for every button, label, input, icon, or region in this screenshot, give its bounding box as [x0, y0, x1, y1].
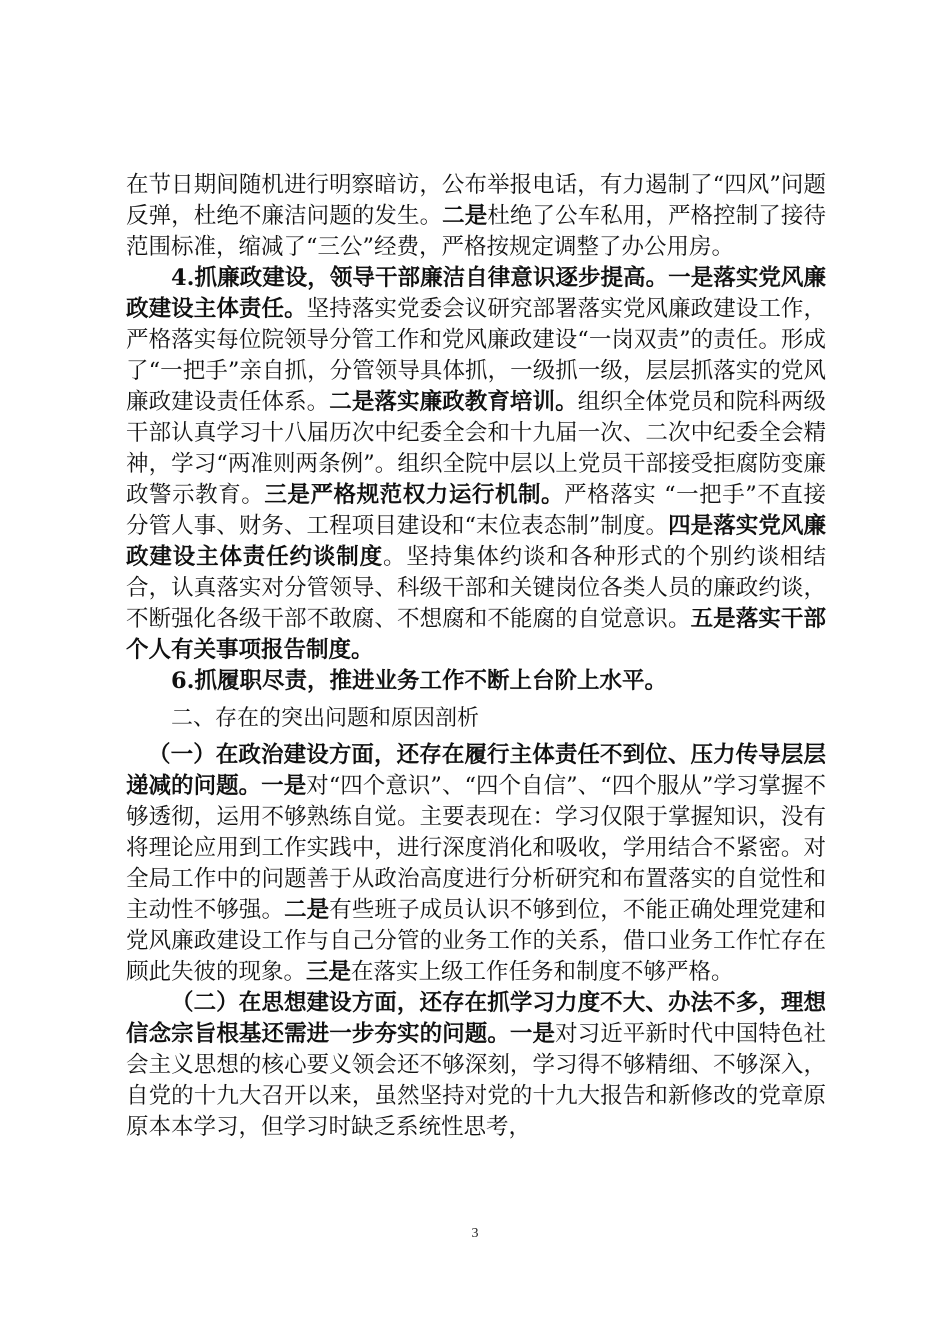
- bold-segment: 二是: [442, 203, 488, 229]
- section-heading: [126, 703, 826, 734]
- bold-segment: （一）在政治建设方面，还存在履行主体责任不到位、压力传导层层递减的问题。一是: [126, 742, 826, 799]
- text-segment: 有些班子成员认识不够到位，不能正确处理党建和党风廉政建设工作与自己分管的业务工作的关系，借口业务工作忙存在顾此失彼的现象。: [126, 897, 826, 985]
- paragraph-2: [126, 263, 826, 666]
- heading-text: 二、存在的突出问题和原因剖析: [171, 706, 480, 731]
- document-body: [126, 170, 826, 1143]
- text-segment: 在落实上级工作任务和制度不够严格。: [351, 959, 734, 985]
- bold-segment: 6.抓履职尽责，推进业务工作不断上台阶上水平。: [171, 668, 667, 694]
- text-segment: 组织全体党员和院科两级干部认真学习十八届历次中纪委全会和十九届一次、二次中纪委全会精神，学习“两准则两条例”。组织全院中层以上党员干部接受拒腐防变廉政警示教育。: [126, 389, 826, 508]
- text-segment: 坚持落实党委会议研究部署落实党风廉政建设工作，严格落实每位院领导分管工作和党风廉政建设“一岗双责”的责任。形成了“一把手”亲自抓，分管领导具体抓，一级抓一级，层层抓落实的党风廉政建设责任体系。: [126, 296, 826, 415]
- text-segment: 严格落实 “一把手”不直接分管人事、财务、工程项目建设和“末位表态制”制度。: [126, 482, 826, 539]
- paragraph-3: [126, 666, 826, 697]
- bold-segment: 二是落实廉政教育培训。: [329, 389, 578, 415]
- text-segment: 对“四个意识”、“四个自信”、“四个服从”学习掌握不够透彻，运用不够熟练自觉。主要表现在：学习仅限于掌握知识，没有将理论应用到工作实践中，进行深度消化和吸收，学用结合不紧密。对全局工作中的问题善于从政治高度进行分析研究和布置落实的自觉性和主动性不够强。: [126, 773, 826, 923]
- bold-segment: 四是落实党风廉政建设主体责任约谈制度: [126, 513, 826, 570]
- bold-segment: 三是严格规范权力运行机制。: [264, 482, 565, 508]
- text-segment: 在节日期间随机进行明察暗访，公布举报电话，有力遏制了“四风”问题反弹，杜绝不廉洁问题的发生。: [126, 172, 826, 229]
- paragraph-6: [126, 988, 826, 1143]
- text-segment: 对习近平新时代中国特色社会主义思想的核心要义领会还不够深刻，学习得不够精细、不够深入，自党的十九大召开以来，虽然坚持对党的十九大报告和新修改的党章原原本本学习，但学习时缺乏系统性思考，: [126, 1021, 826, 1140]
- bold-segment: （二）在思想建设方面，还存在抓学习力度不大、办法不多，理想信念宗旨根基还需进一步夯实的问题。一是: [126, 990, 826, 1047]
- bold-segment: 三是: [306, 959, 352, 985]
- bold-segment: 4.抓廉政建设，领导干部廉洁自律意识逐步提高。一是落实党风廉政建设主体责任。: [126, 265, 826, 322]
- paragraph-5: [126, 740, 826, 988]
- text-segment: 。坚持集体约谈和各种形式的个别约谈相结合，认真落实对分管领导、科级干部和关键岗位各类人员的廉政约谈，不断强化各级干部不敢腐、不想腐和不能腐的自觉意识。: [126, 544, 826, 632]
- paragraph-1: [126, 170, 826, 263]
- page-number: 3: [471, 1226, 479, 1241]
- bold-segment: 二是: [284, 897, 330, 923]
- bold-segment: 五是落实干部个人有关事项报告制度。: [126, 606, 826, 663]
- text-segment: 杜绝了公车私用，严格控制了接待范围标准，缩减了“三公”经费，严格按规定调整了办公用房。: [126, 203, 826, 260]
